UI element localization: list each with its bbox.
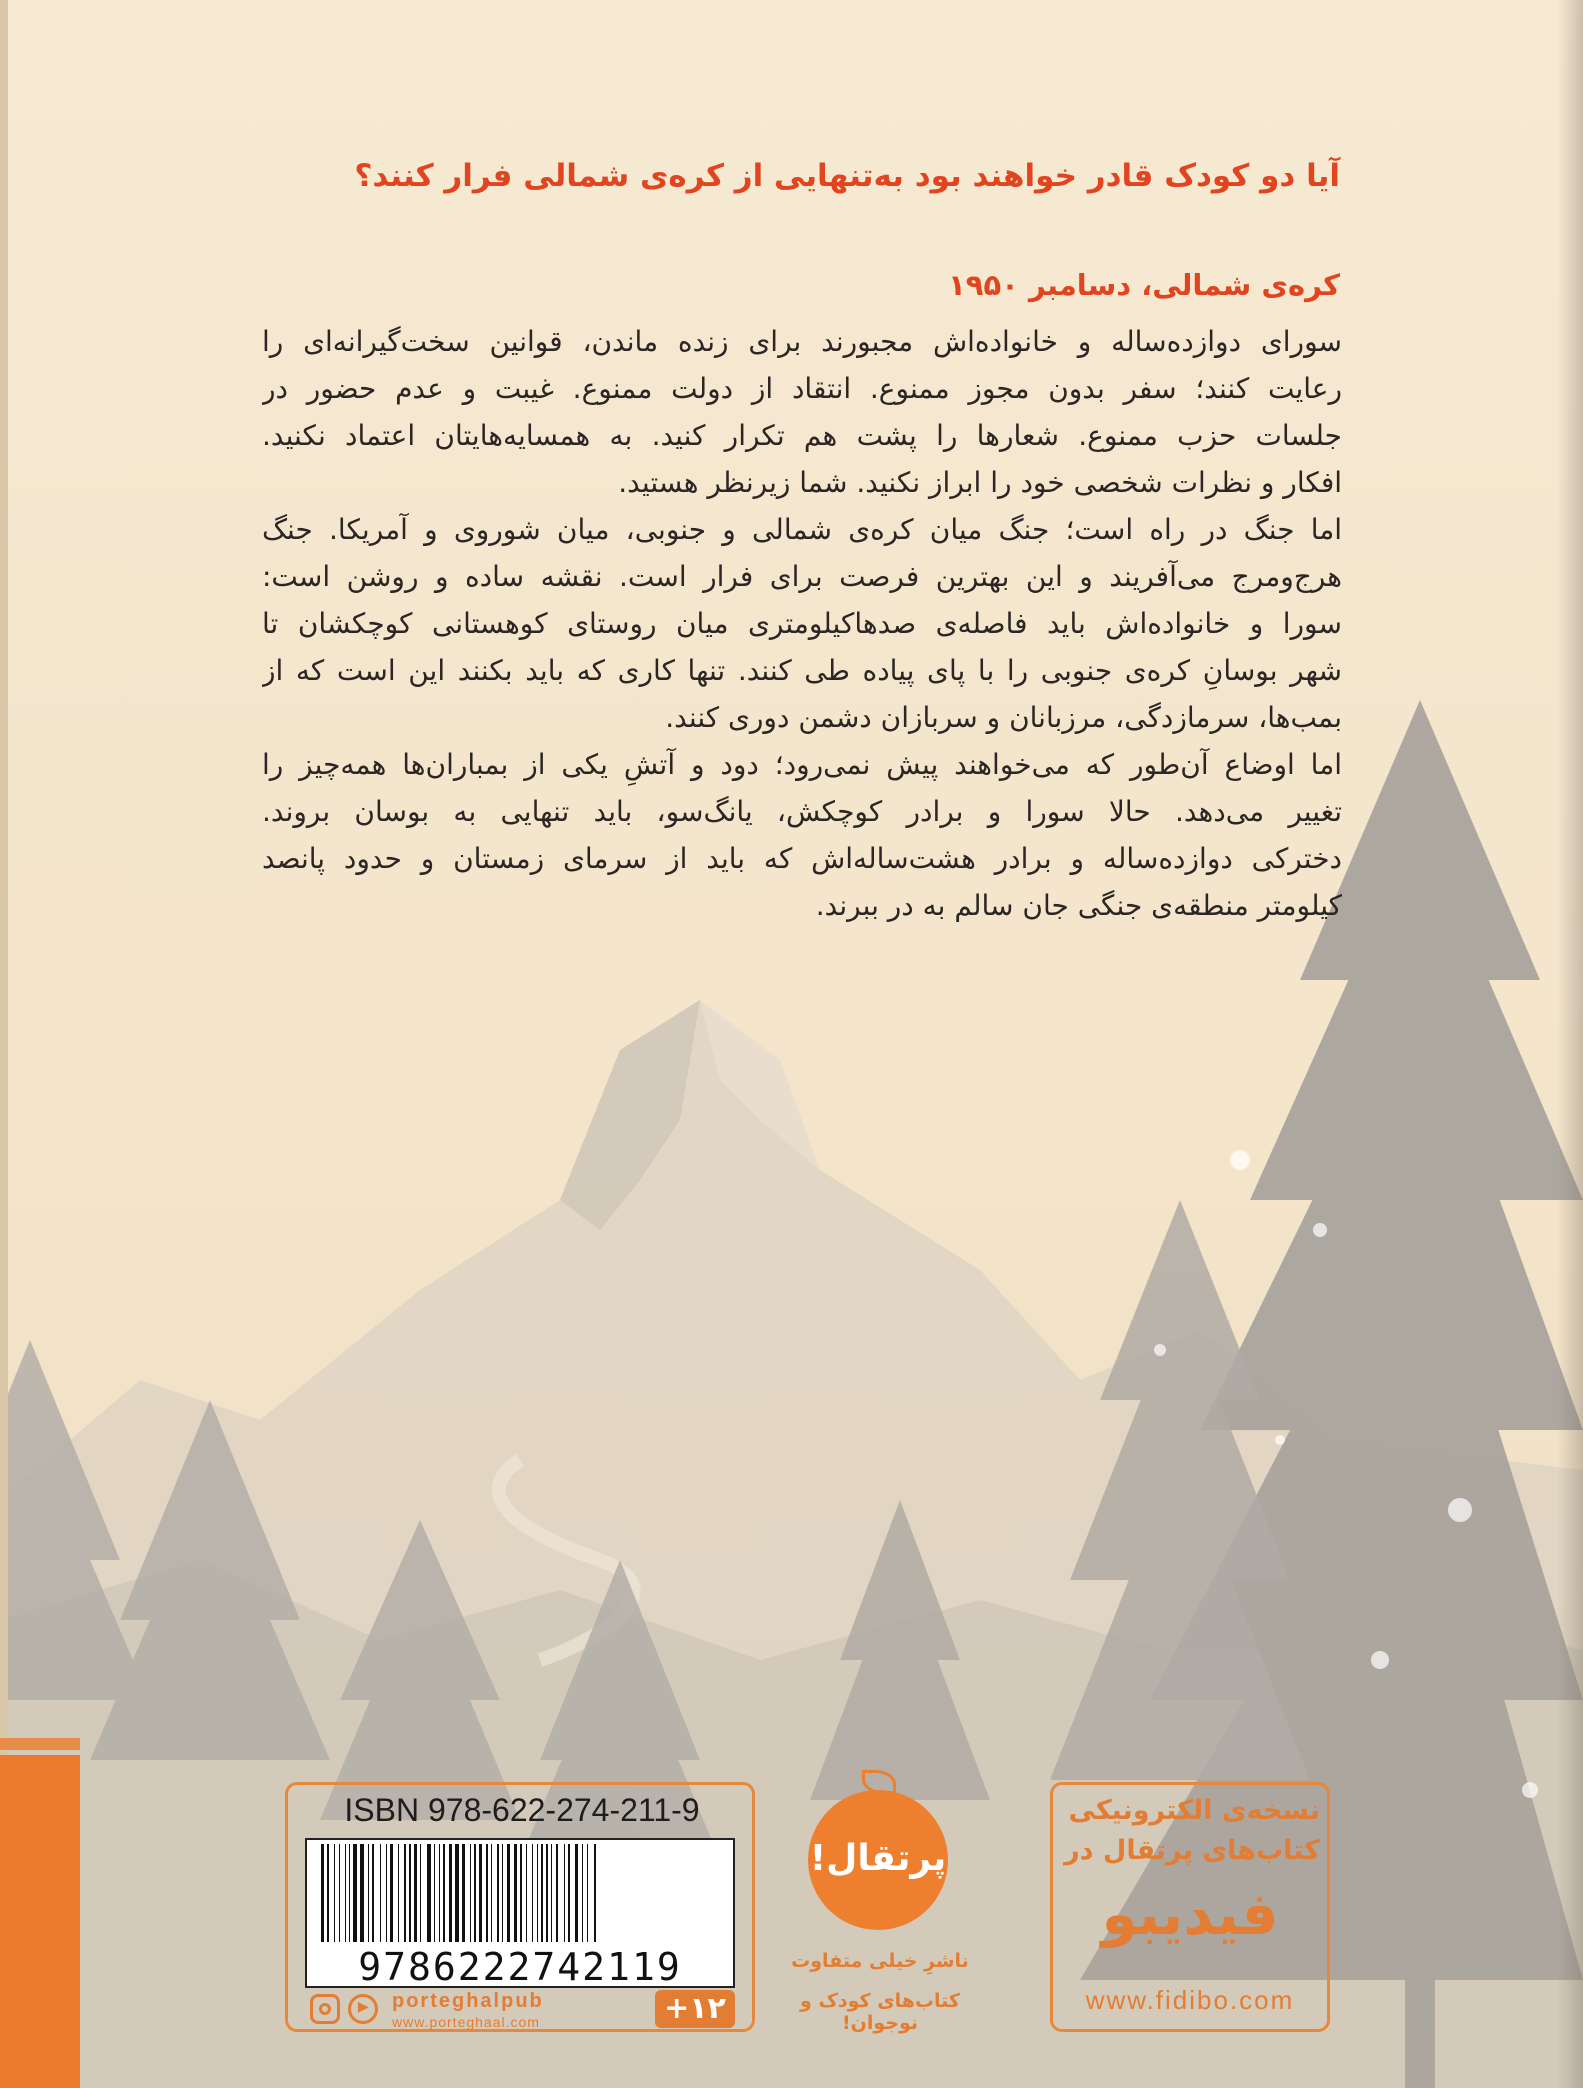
- blurb-line: سورای دوازده‌ساله و خانواده‌اش مجبورند برای زنده ماندن، قوانین سخت‌گیرانه‌ای را: [262, 325, 1342, 358]
- blurb-text: [262, 318, 1342, 929]
- blurb-line: تغییر می‌دهد. حالا سورا و برادر کوچکش، یانگ‌سو، باید تنهایی به بوسان بروند.: [262, 795, 1342, 828]
- blurb-line: اما اوضاع آن‌طور که می‌خواهند پیش نمی‌رود؛ دود و آتشِ یکی از بمباران‌ها همه‌چیز را: [262, 748, 1342, 781]
- blurb-line: هرج‌ومرج می‌آفریند و این بهترین فرصت برای فرار است. نقشه ساده و روشن است:: [262, 560, 1342, 593]
- fidibo-logo: فیدیبو: [1101, 1880, 1279, 1948]
- blurb-line: شهر بوسانِ کره‌ی جنوبی را با پای پیاده طی کنند. تنها کاری که باید بکنند این است که از: [262, 654, 1342, 687]
- page-curl-shadow: [1557, 0, 1583, 2088]
- ebook-line-1: نسخه‌ی الکترونیکی: [1068, 1795, 1320, 1826]
- social-handle[interactable]: porteghalpub: [392, 1990, 544, 2012]
- publisher-tagline-2: کتاب‌های کودک و نوجوان!: [800, 1990, 960, 2034]
- blurb-line: رعایت کنند؛ سفر بدون مجوز ممنوع. انتقاد از دولت ممنوع. غیبت و عدم حضور در: [262, 372, 1342, 405]
- publisher-website[interactable]: www.porteghaal.com: [392, 2014, 540, 2030]
- spine-orange-bar: [0, 1755, 80, 2088]
- ebook-line-2: کتاب‌های پرتقال در: [1064, 1835, 1320, 1866]
- setting-subhead: کره‌ی شمالی، دسامبر ۱۹۵۰: [948, 268, 1340, 302]
- publisher-tagline-1: ناشرِ خیلی متفاوت: [791, 1950, 969, 1972]
- publisher-logo-text: پرتقال!: [809, 1838, 947, 1879]
- telegram-icon[interactable]: [348, 1994, 378, 2024]
- fidibo-url[interactable]: www.fidibo.com: [1085, 1985, 1295, 2015]
- barcode-bars: [307, 1840, 733, 1946]
- blurb-line: اما جنگ در راه است؛ جنگ میان کره‌ی شمالی و جنوبی، میان شوروی و آمریکا. جنگ: [262, 513, 1342, 546]
- blurb-line: کیلومتر منطقه‌ی جنگی جان سالم به در ببرند.: [815, 889, 1342, 922]
- blurb-line: سورا و خانواده‌اش باید فاصله‌ی صدهاکیلومتری میان روستای کوهستانی کوچکشان تا: [262, 607, 1342, 640]
- age-rating-badge: +۱۲: [655, 1990, 735, 2028]
- instagram-icon[interactable]: [310, 1994, 340, 2024]
- barcode-digits: 9786222742119: [358, 1945, 682, 1989]
- isbn-label: ISBN 978-622-274-211-9: [344, 1792, 700, 1828]
- spine-orange-cap: [0, 1738, 80, 1750]
- blurb-line: دخترکی دوازده‌ساله و برادر هشت‌ساله‌اش که باید از سرمای زمستان و حدود پانصد: [262, 842, 1342, 875]
- blurb-line: جلسات حزب ممنوع. شعارها را پشت هم تکرار کنید. به همسایه‌هایتان اعتماد نکنید.: [262, 419, 1342, 452]
- blurb-line: افکار و نظرات شخصی خود را ابراز نکنید. شما زیرنظر هستید.: [618, 466, 1342, 499]
- headline-question: آیا دو کودک قادر خواهند بود به‌تنهایی از کره‌ی شمالی فرار کنند؟: [354, 158, 1340, 194]
- blurb-line: بمب‌ها، سرمازدگی، مرزبانان و سربازان دشمن دوری کنند.: [665, 701, 1342, 734]
